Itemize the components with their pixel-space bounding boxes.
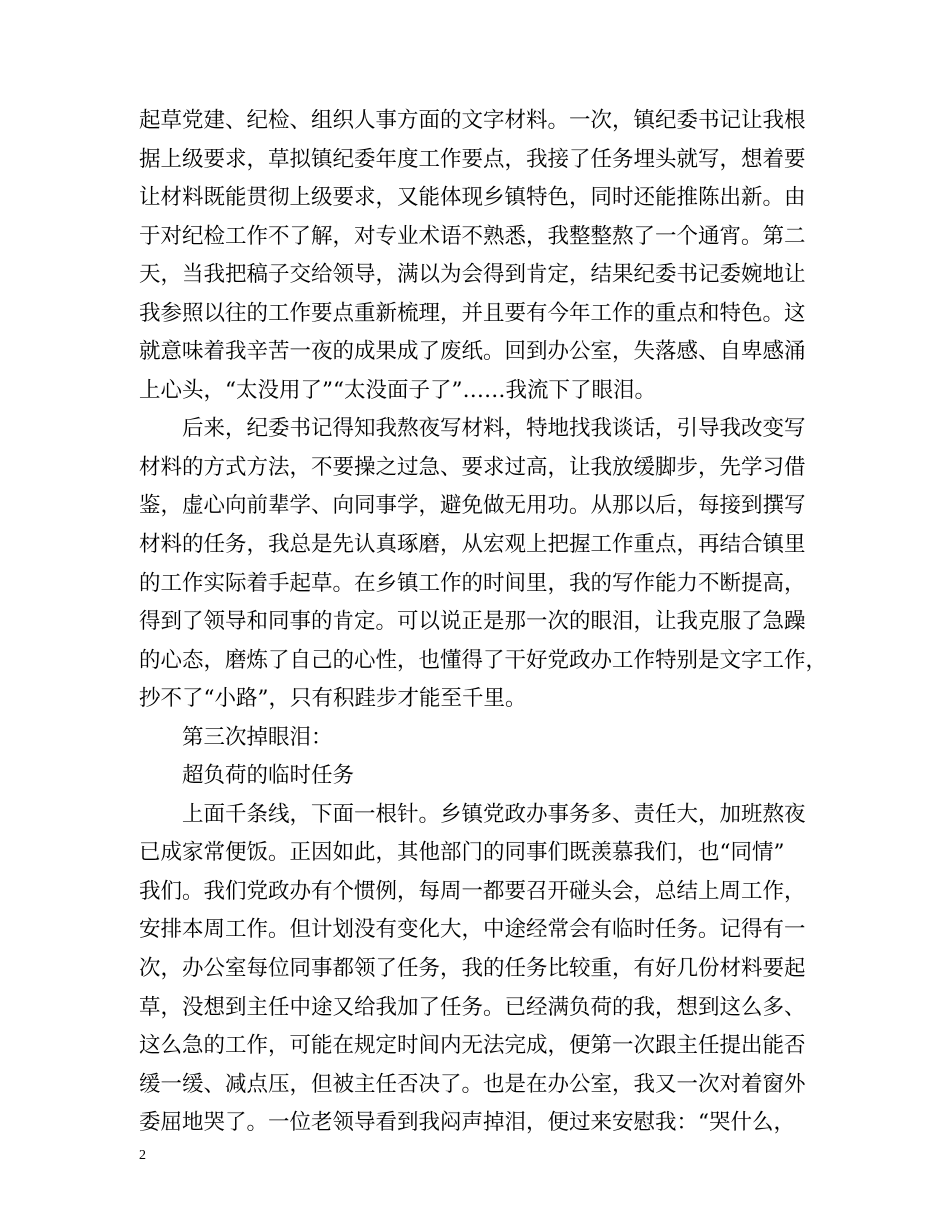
page-number: 2 [139, 1148, 146, 1163]
text-line: 材料的方式方法，不要操之过急、要求过高，让我放缓脚步，先学习借 [139, 454, 806, 480]
text-line: 安排本周工作。但计划没有变化大，中途经常会有临时任务。记得有一 [139, 917, 806, 943]
text-line: 材料的任务，我总是先认真琢磨，从宏观上把握工作重点，再结合镇里 [139, 532, 806, 558]
text-line: 草，没想到主任中途又给我加了任务。已经满负荷的我，想到这么多、 [139, 994, 806, 1020]
text-line: 已成家常便饭。正因如此，其他部门的同事们既羡慕我们，也“同情” [139, 840, 785, 866]
text-line: 天，当我把稿子交给领导，满以为会得到肯定，结果纪委书记委婉地让 [139, 262, 806, 288]
section-heading: 第三次掉眼泪： [182, 724, 333, 750]
text-line: 抄不了“小路”，只有积跬步才能至千里。 [139, 686, 527, 712]
section-subheading: 超负荷的临时任务 [182, 763, 355, 789]
text-line: 委屈地哭了。一位老领导看到我闷声掉泪，便过来安慰我：“哭什么， [139, 1110, 795, 1136]
text-line: 据上级要求，草拟镇纪委年度工作要点，我接了任务埋头就写，想着要 [139, 146, 806, 172]
text-line: 我参照以往的工作要点重新梳理，并且要有今年工作的重点和特色。这 [139, 300, 806, 326]
text-line: 鉴，虚心向前辈学、向同事学，避免做无用功。从那以后，每接到撰写 [139, 493, 806, 519]
text-line: 我们。我们党政办有个惯例，每周一都要召开碰头会，总结上周工作， [139, 878, 806, 904]
paragraph-start-line: 后来，纪委书记得知我熬夜写材料，特地找我谈话，引导我改变写 [182, 416, 806, 442]
text-line: 于对纪检工作不了解，对专业术语不熟悉，我整整熬了一个通宵。第二 [139, 223, 806, 249]
text-line: 起草党建、纪检、组织人事方面的文字材料。一次，镇纪委书记让我根 [139, 108, 806, 133]
text-line: 的心态，磨炼了自己的心性，也懂得了干好党政办工作特别是文字工作， [139, 647, 828, 673]
text-line: 的工作实际着手起草。在乡镇工作的时间里，我的写作能力不断提高， [139, 570, 806, 596]
paragraph-start-line: 上面千条线，下面一根针。乡镇党政办事务多、责任大，加班熬夜 [182, 801, 806, 827]
text-line: 让材料既能贯彻上级要求，又能体现乡镇特色，同时还能推陈出新。由 [139, 185, 806, 211]
text-line: 这么急的工作，可能在规定时间内无法完成，便第一次跟主任提出能否 [139, 1033, 806, 1059]
text-line: 得到了领导和同事的肯定。可以说正是那一次的眼泪，让我克服了急躁 [139, 609, 806, 635]
body-text [139, 102, 829, 1143]
text-line: 上心头，“太没用了”“太没面子了”……我流下了眼泪。 [139, 377, 656, 403]
text-line: 就意味着我辛苦一夜的成果成了废纸。回到办公室，失落感、自卑感涌 [139, 339, 806, 365]
text-line: 次，办公室每位同事都领了任务，我的任务比较重，有好几份材料要起 [139, 956, 806, 982]
text-line: 缓一缓、减点压，但被主任否决了。也是在办公室，我又一次对着窗外 [139, 1071, 806, 1097]
